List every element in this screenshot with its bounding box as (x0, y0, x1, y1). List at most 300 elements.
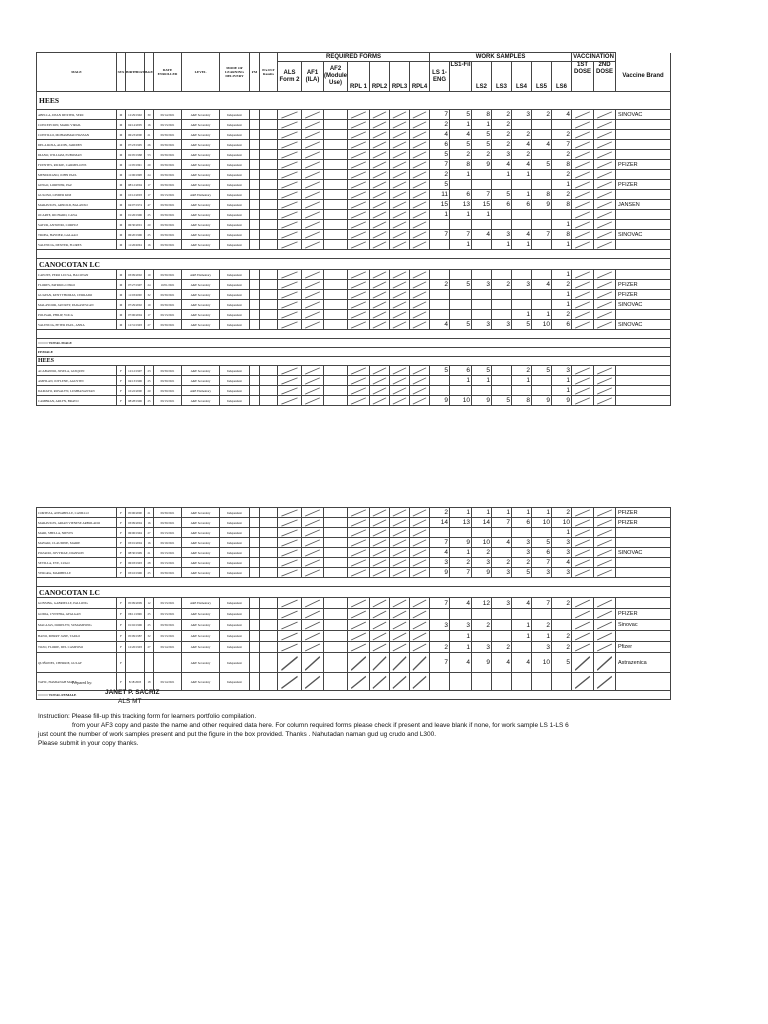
form-cell[interactable] (324, 631, 348, 642)
form-cell[interactable] (324, 170, 348, 180)
check-mark-cell[interactable] (572, 320, 594, 330)
learner-level[interactable]: A&E Secondary (182, 518, 220, 528)
check-mark-cell[interactable] (348, 220, 370, 230)
check-mark-cell[interactable] (348, 548, 370, 558)
learner-level[interactable]: A&E Secondary (182, 558, 220, 568)
learner-mode[interactable]: Independent (220, 620, 250, 631)
work-sample-count[interactable]: 10 (532, 653, 552, 673)
check-mark-cell[interactable] (370, 366, 390, 376)
work-sample-count[interactable]: 3 (492, 230, 512, 240)
check-mark-cell[interactable] (594, 673, 616, 691)
work-sample-count[interactable]: 2 (552, 150, 572, 160)
work-sample-count[interactable]: 1 (552, 376, 572, 386)
learner-age[interactable]: 23 (145, 366, 154, 376)
check-mark-cell[interactable] (348, 240, 370, 250)
form-cell[interactable] (324, 150, 348, 160)
work-sample-count[interactable]: 8 (512, 396, 532, 406)
form-cell[interactable] (324, 120, 348, 130)
work-sample-count[interactable]: 9 (430, 568, 450, 578)
check-mark-cell[interactable] (302, 642, 324, 653)
learner-mode[interactable]: Independent (220, 320, 250, 330)
check-mark-cell[interactable] (594, 160, 616, 170)
work-sample-count[interactable] (512, 300, 532, 310)
learner-name[interactable]: FUENTES, RICKIE, CARMELO/NS (37, 160, 117, 170)
learner-mode[interactable]: Independent (220, 110, 250, 120)
check-mark-cell[interactable] (390, 290, 410, 300)
learner-sex[interactable]: M (117, 320, 126, 330)
learner-age[interactable]: 25 (145, 376, 154, 386)
learner-level[interactable]: A&E Secondary (182, 548, 220, 558)
learner-age[interactable]: 28 (145, 558, 154, 568)
work-sample-count[interactable]: 6 (450, 190, 472, 200)
learner-name[interactable]: VALENCIA, PETER PAUL, ANNA (37, 320, 117, 330)
check-mark-cell[interactable] (410, 150, 430, 160)
learner-age[interactable]: 19 (145, 300, 154, 310)
work-sample-count[interactable]: 4 (450, 598, 472, 609)
check-mark-cell[interactable] (390, 160, 410, 170)
learner-date-enrolled[interactable]: 09/30/2021 (154, 386, 182, 396)
learner-mode[interactable]: Independent (220, 538, 250, 548)
check-mark-cell[interactable] (390, 386, 410, 396)
check-mark-cell[interactable] (370, 220, 390, 230)
learner-age[interactable]: 27 (145, 320, 154, 330)
work-sample-count[interactable]: 2 (552, 130, 572, 140)
work-sample-count[interactable] (472, 310, 492, 320)
learner-level[interactable]: A&E Secondary (182, 320, 220, 330)
check-mark-cell[interactable] (370, 642, 390, 653)
check-mark-cell[interactable] (390, 568, 410, 578)
check-mark-cell[interactable] (302, 609, 324, 620)
learner-mode[interactable]: Independent (220, 280, 250, 290)
learner-birthdate[interactable]: 11/03/2000 (126, 290, 145, 300)
work-sample-count[interactable]: 9 (472, 396, 492, 406)
check-mark-cell[interactable] (302, 598, 324, 609)
check-mark-cell[interactable] (278, 110, 302, 120)
learner-birthdate[interactable]: 04/13/1996 (126, 376, 145, 386)
form-cell[interactable] (324, 280, 348, 290)
work-sample-count[interactable]: 5 (472, 130, 492, 140)
check-mark-cell[interactable] (370, 230, 390, 240)
work-sample-count[interactable]: 1 (512, 240, 532, 250)
fm-cell[interactable] (250, 180, 260, 190)
work-sample-count[interactable]: 1 (512, 310, 532, 320)
work-sample-count[interactable] (450, 386, 472, 396)
work-sample-count[interactable] (492, 673, 512, 691)
work-sample-count[interactable]: 7 (492, 518, 512, 528)
fm-cell[interactable] (250, 568, 260, 578)
fm-cell[interactable] (250, 320, 260, 330)
learner-mode[interactable]: Independent (220, 568, 250, 578)
learner-sex[interactable]: F (117, 508, 126, 518)
work-sample-count[interactable] (512, 642, 532, 653)
learner-mode[interactable]: Independent (220, 631, 250, 642)
vaccine-brand[interactable] (616, 376, 671, 386)
work-sample-count[interactable]: 14 (430, 518, 450, 528)
learner-date-enrolled[interactable]: 09/30/2021 (154, 220, 182, 230)
learner-level[interactable]: A&E Secondary (182, 366, 220, 376)
check-mark-cell[interactable] (348, 210, 370, 220)
check-mark-cell[interactable] (278, 558, 302, 568)
work-sample-count[interactable] (450, 609, 472, 620)
check-mark-cell[interactable] (370, 210, 390, 220)
learner-sex[interactable]: M (117, 190, 126, 200)
learner-age[interactable]: 19 (145, 270, 154, 280)
learner-sex[interactable]: M (117, 210, 126, 220)
learner-level[interactable]: A&E Secondary (182, 160, 220, 170)
check-mark-cell[interactable] (410, 548, 430, 558)
check-mark-cell[interactable] (594, 110, 616, 120)
check-mark-cell[interactable] (594, 548, 616, 558)
vaccine-brand[interactable] (616, 150, 671, 160)
work-sample-count[interactable] (472, 528, 492, 538)
learner-level[interactable]: A&E Secondary (182, 140, 220, 150)
work-sample-count[interactable] (472, 180, 492, 190)
check-mark-cell[interactable] (370, 170, 390, 180)
learner-age[interactable]: 16 (145, 120, 154, 130)
vaccine-brand[interactable] (616, 558, 671, 568)
check-mark-cell[interactable] (390, 548, 410, 558)
learner-level[interactable]: A&E Secondary (182, 180, 220, 190)
work-sample-count[interactable]: 2 (430, 280, 450, 290)
check-mark-cell[interactable] (348, 620, 370, 631)
check-mark-cell[interactable] (348, 150, 370, 160)
work-sample-count[interactable]: 1 (472, 508, 492, 518)
check-mark-cell[interactable] (370, 528, 390, 538)
check-mark-cell[interactable] (410, 538, 430, 548)
learner-birthdate[interactable]: 03/01/2004 (126, 538, 145, 548)
vaccine-brand[interactable] (616, 310, 671, 320)
work-sample-count[interactable]: 9 (472, 160, 492, 170)
work-sample-count[interactable] (512, 120, 532, 130)
work-sample-count[interactable]: 8 (552, 160, 572, 170)
check-mark-cell[interactable] (302, 310, 324, 320)
check-mark-cell[interactable] (278, 568, 302, 578)
form-cell[interactable] (324, 230, 348, 240)
work-sample-count[interactable]: 3 (512, 110, 532, 120)
check-mark-cell[interactable] (572, 376, 594, 386)
pre-flt-cell[interactable] (260, 200, 278, 210)
learner-level[interactable]: A&E Secondary (182, 528, 220, 538)
check-mark-cell[interactable] (410, 270, 430, 280)
work-sample-count[interactable]: 5 (450, 320, 472, 330)
fm-cell[interactable] (250, 609, 260, 620)
vaccine-brand[interactable] (616, 190, 671, 200)
check-mark-cell[interactable] (302, 220, 324, 230)
work-sample-count[interactable]: 1 (512, 631, 532, 642)
check-mark-cell[interactable] (390, 180, 410, 190)
check-mark-cell[interactable] (572, 598, 594, 609)
learner-birthdate[interactable]: 03/09/2004 (126, 518, 145, 528)
learner-date-enrolled[interactable]: 09/14/2021 (154, 642, 182, 653)
check-mark-cell[interactable] (348, 200, 370, 210)
check-mark-cell[interactable] (410, 170, 430, 180)
work-sample-count[interactable] (430, 673, 450, 691)
check-mark-cell[interactable] (278, 366, 302, 376)
work-sample-count[interactable]: 2 (492, 110, 512, 120)
check-mark-cell[interactable] (572, 160, 594, 170)
work-sample-count[interactable]: 3 (472, 280, 492, 290)
check-mark-cell[interactable] (348, 673, 370, 691)
work-sample-count[interactable]: 5 (450, 280, 472, 290)
check-mark-cell[interactable] (572, 290, 594, 300)
form-cell[interactable] (324, 528, 348, 538)
work-sample-count[interactable]: 2 (552, 598, 572, 609)
check-mark-cell[interactable] (410, 200, 430, 210)
check-mark-cell[interactable] (594, 376, 616, 386)
work-sample-count[interactable] (430, 310, 450, 320)
work-sample-count[interactable]: 12 (472, 598, 492, 609)
check-mark-cell[interactable] (594, 366, 616, 376)
work-sample-count[interactable]: 3 (492, 320, 512, 330)
work-sample-count[interactable]: 1 (532, 310, 552, 320)
learner-sex[interactable]: M (117, 150, 126, 160)
work-sample-count[interactable]: 1 (472, 376, 492, 386)
work-sample-count[interactable]: 2 (492, 642, 512, 653)
work-sample-count[interactable]: 1 (552, 386, 572, 396)
learner-sex[interactable]: F (117, 396, 126, 406)
learner-birthdate[interactable]: 06/06/1994 (126, 528, 145, 538)
check-mark-cell[interactable] (594, 653, 616, 673)
work-sample-count[interactable]: 9 (450, 538, 472, 548)
check-mark-cell[interactable] (348, 300, 370, 310)
work-sample-count[interactable] (430, 290, 450, 300)
work-sample-count[interactable] (430, 386, 450, 396)
check-mark-cell[interactable] (572, 270, 594, 280)
learner-name[interactable]: POZADO, JOVYMAE, DIANSON (37, 548, 117, 558)
fm-cell[interactable] (250, 280, 260, 290)
learner-sex[interactable]: M (117, 140, 126, 150)
check-mark-cell[interactable] (370, 300, 390, 310)
check-mark-cell[interactable] (410, 140, 430, 150)
check-mark-cell[interactable] (302, 230, 324, 240)
check-mark-cell[interactable] (348, 376, 370, 386)
learner-sex[interactable]: M (117, 300, 126, 310)
learner-birthdate[interactable]: 8/18/2003 (126, 673, 145, 691)
check-mark-cell[interactable] (390, 653, 410, 673)
check-mark-cell[interactable] (572, 609, 594, 620)
work-sample-count[interactable]: 4 (552, 558, 572, 568)
learner-name[interactable]: SEVILLA, EVE, LUGO (37, 558, 117, 568)
learner-sex[interactable]: M (117, 170, 126, 180)
work-sample-count[interactable] (472, 673, 492, 691)
learner-birthdate[interactable]: 06/23/2000 (126, 130, 145, 140)
learner-date-enrolled[interactable]: 09/30/2021 (154, 140, 182, 150)
check-mark-cell[interactable] (594, 240, 616, 250)
work-sample-count[interactable]: 2 (512, 558, 532, 568)
pre-flt-cell[interactable] (260, 376, 278, 386)
pre-flt-cell[interactable] (260, 366, 278, 376)
work-sample-count[interactable] (450, 290, 472, 300)
learner-age[interactable]: 25 (145, 230, 154, 240)
work-sample-count[interactable]: 1 (552, 270, 572, 280)
learner-birthdate[interactable]: 04/07/1974 (126, 200, 145, 210)
work-sample-count[interactable]: 3 (472, 642, 492, 653)
work-sample-count[interactable]: 8 (552, 230, 572, 240)
fm-cell[interactable] (250, 120, 260, 130)
work-sample-count[interactable]: 7 (430, 160, 450, 170)
work-sample-count[interactable]: 5 (512, 320, 532, 330)
vaccine-brand[interactable] (616, 396, 671, 406)
learner-date-enrolled[interactable] (154, 653, 182, 673)
learner-name[interactable]: SATUR, ANTONIO, CORPUZ (37, 220, 117, 230)
learner-date-enrolled[interactable]: 09/13/2021 (154, 310, 182, 320)
check-mark-cell[interactable] (572, 120, 594, 130)
check-mark-cell[interactable] (390, 620, 410, 631)
work-sample-count[interactable]: 14 (472, 518, 492, 528)
work-sample-count[interactable] (492, 548, 512, 558)
vaccine-brand[interactable] (616, 130, 671, 140)
vaccine-brand[interactable]: SINOVAC (616, 548, 671, 558)
learner-mode[interactable]: Independent (220, 270, 250, 280)
learner-level[interactable]: A&E Secondary (182, 609, 220, 620)
learner-level[interactable]: A&E Secondary (182, 376, 220, 386)
check-mark-cell[interactable] (278, 548, 302, 558)
check-mark-cell[interactable] (572, 180, 594, 190)
learner-sex[interactable]: F (117, 598, 126, 609)
work-sample-count[interactable]: 2 (430, 642, 450, 653)
check-mark-cell[interactable] (572, 548, 594, 558)
form-cell[interactable] (324, 210, 348, 220)
learner-sex[interactable]: M (117, 120, 126, 130)
learner-sex[interactable]: F (117, 642, 126, 653)
work-sample-count[interactable] (430, 631, 450, 642)
work-sample-count[interactable] (492, 290, 512, 300)
check-mark-cell[interactable] (370, 376, 390, 386)
learner-date-enrolled[interactable]: 09/13/2021 (154, 609, 182, 620)
work-sample-count[interactable]: 6 (532, 548, 552, 558)
learner-level[interactable]: A&E Secondary (182, 300, 220, 310)
learner-name[interactable]: MARI, SHELLA, NIEVES (37, 528, 117, 538)
work-sample-count[interactable]: 3 (512, 280, 532, 290)
check-mark-cell[interactable] (370, 290, 390, 300)
check-mark-cell[interactable] (410, 396, 430, 406)
vaccine-brand[interactable]: PFIZER (616, 280, 671, 290)
learner-birthdate[interactable]: 08/12/2004 (126, 180, 145, 190)
work-sample-count[interactable]: 7 (450, 568, 472, 578)
work-sample-count[interactable]: 2 (492, 558, 512, 568)
check-mark-cell[interactable] (348, 160, 370, 170)
check-mark-cell[interactable] (390, 528, 410, 538)
check-mark-cell[interactable] (302, 376, 324, 386)
fm-cell[interactable] (250, 620, 260, 631)
vaccine-brand[interactable] (616, 170, 671, 180)
work-sample-count[interactable]: 7 (532, 558, 552, 568)
work-sample-count[interactable]: 2 (552, 190, 572, 200)
check-mark-cell[interactable] (302, 240, 324, 250)
work-sample-count[interactable]: 5 (450, 140, 472, 150)
work-sample-count[interactable]: 7 (430, 230, 450, 240)
learner-date-enrolled[interactable]: 09/30/2021 (154, 240, 182, 250)
check-mark-cell[interactable] (390, 280, 410, 290)
check-mark-cell[interactable] (370, 180, 390, 190)
fm-cell[interactable] (250, 220, 260, 230)
pre-flt-cell[interactable] (260, 160, 278, 170)
learner-birthdate[interactable]: 08/28/1996 (126, 396, 145, 406)
form-cell[interactable] (324, 642, 348, 653)
pre-flt-cell[interactable] (260, 220, 278, 230)
work-sample-count[interactable] (532, 150, 552, 160)
check-mark-cell[interactable] (594, 140, 616, 150)
check-mark-cell[interactable] (390, 538, 410, 548)
work-sample-count[interactable]: 2 (450, 150, 472, 160)
check-mark-cell[interactable] (594, 200, 616, 210)
check-mark-cell[interactable] (348, 366, 370, 376)
work-sample-count[interactable]: 7 (532, 230, 552, 240)
vaccine-brand[interactable]: SINOVAC (616, 110, 671, 120)
check-mark-cell[interactable] (302, 180, 324, 190)
work-sample-count[interactable]: 10 (552, 518, 572, 528)
work-sample-count[interactable] (430, 270, 450, 280)
learner-date-enrolled[interactable]: 09/30/2021 (154, 376, 182, 386)
learner-name[interactable]: OCARTE, RICHARD, CANA (37, 210, 117, 220)
vaccine-brand[interactable] (616, 631, 671, 642)
learner-date-enrolled[interactable]: 09/13/2021 (154, 528, 182, 538)
work-sample-count[interactable]: 1 (450, 631, 472, 642)
learner-name[interactable]: QUIÑONES, CHERRIE, GULAY (37, 653, 117, 673)
work-sample-count[interactable] (492, 386, 512, 396)
work-sample-count[interactable] (492, 180, 512, 190)
work-sample-count[interactable]: 10 (532, 320, 552, 330)
form-cell[interactable] (324, 538, 348, 548)
work-sample-count[interactable] (512, 386, 532, 396)
work-sample-count[interactable]: 4 (532, 280, 552, 290)
check-mark-cell[interactable] (410, 366, 430, 376)
work-sample-count[interactable] (492, 620, 512, 631)
fm-cell[interactable] (250, 528, 260, 538)
learner-birthdate[interactable]: 08/30/1999 (126, 548, 145, 558)
work-sample-count[interactable]: 3 (492, 568, 512, 578)
form-cell[interactable] (324, 220, 348, 230)
learner-sex[interactable]: F (117, 673, 126, 691)
check-mark-cell[interactable] (410, 620, 430, 631)
check-mark-cell[interactable] (410, 528, 430, 538)
work-sample-count[interactable]: 1 (450, 376, 472, 386)
learner-sex[interactable]: F (117, 631, 126, 642)
work-sample-count[interactable]: 1 (492, 240, 512, 250)
work-sample-count[interactable] (512, 220, 532, 230)
pre-flt-cell[interactable] (260, 609, 278, 620)
vaccine-brand[interactable]: SINOVAC (616, 230, 671, 240)
vaccine-brand[interactable]: PFIZER (616, 160, 671, 170)
check-mark-cell[interactable] (302, 190, 324, 200)
check-mark-cell[interactable] (348, 598, 370, 609)
vaccine-brand[interactable]: JANSEN (616, 200, 671, 210)
learner-mode[interactable]: Independent (220, 180, 250, 190)
check-mark-cell[interactable] (572, 280, 594, 290)
learner-mode[interactable]: Independent (220, 386, 250, 396)
learner-mode[interactable]: Independent (220, 310, 250, 320)
pre-flt-cell[interactable] (260, 280, 278, 290)
form-cell[interactable] (324, 160, 348, 170)
check-mark-cell[interactable] (410, 240, 430, 250)
learner-age[interactable]: 27 (145, 528, 154, 538)
work-sample-count[interactable]: 6 (430, 140, 450, 150)
work-sample-count[interactable]: 3 (492, 598, 512, 609)
learner-date-enrolled[interactable]: 09/30/2021 (154, 210, 182, 220)
work-sample-count[interactable]: 7 (430, 653, 450, 673)
learner-sex[interactable]: M (117, 230, 126, 240)
fm-cell[interactable] (250, 558, 260, 568)
work-sample-count[interactable] (512, 290, 532, 300)
check-mark-cell[interactable] (370, 130, 390, 140)
learner-sex[interactable]: F (117, 568, 126, 578)
check-mark-cell[interactable] (278, 376, 302, 386)
check-mark-cell[interactable] (278, 598, 302, 609)
learner-age[interactable]: 32 (145, 631, 154, 642)
check-mark-cell[interactable] (370, 200, 390, 210)
check-mark-cell[interactable] (348, 180, 370, 190)
form-cell[interactable] (324, 508, 348, 518)
